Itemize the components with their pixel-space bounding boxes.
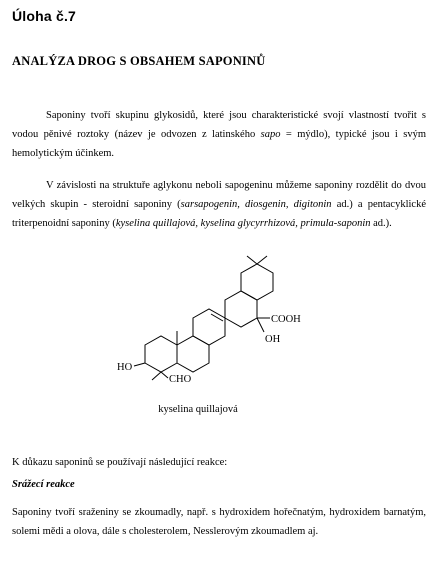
cho-label: CHO: [169, 374, 192, 385]
intro-paragraph-2: V závislosti na struktuře aglykonu neboli sapogeninu můžeme saponiny rozdělit do dvou velkých skupin - steroidní saponiny (sarsapogenin, diosgenin, digitonin ad.) a pentacyklické triterpenoidní saponiny (kyselina quillajová, kyselina glycyrrhizová, primula-saponin ad.).: [12, 180, 426, 229]
reaction-text: Saponiny tvoří sraženiny se zkoumadly, např. s hydroxidem hořečnatým, hydroxidem barnatým, solemi mědi a olova, dále s cholesterolem, Nesslerovým zkoumadlem aj.: [12, 507, 426, 537]
ho-label: HO: [117, 362, 133, 373]
oh-label: OH: [265, 334, 281, 345]
figure-caption: kyselina quillajová: [158, 404, 238, 415]
intro-paragraph-1: Saponiny tvoří skupinu glykosidů, které jsou charakteristické svojí vlastností tvořit s vodou pěnivé roztoky (název je odvozen z latinského sapo = mýdlo), typické jsou i svým hemolytickým účinkem.: [12, 110, 426, 159]
quillaic-acid-structure: [100, 254, 320, 394]
task-title: Úloha č.7: [12, 8, 77, 24]
section-title: ANALÝZA DROG S OBSAHEM SAPONINŮ: [12, 54, 266, 68]
reactions-intro: K důkazu saponinů se používají následující reakce:: [12, 457, 228, 468]
cooh-label: COOH: [271, 314, 301, 325]
reaction-heading: Srážecí reakce: [12, 479, 75, 490]
